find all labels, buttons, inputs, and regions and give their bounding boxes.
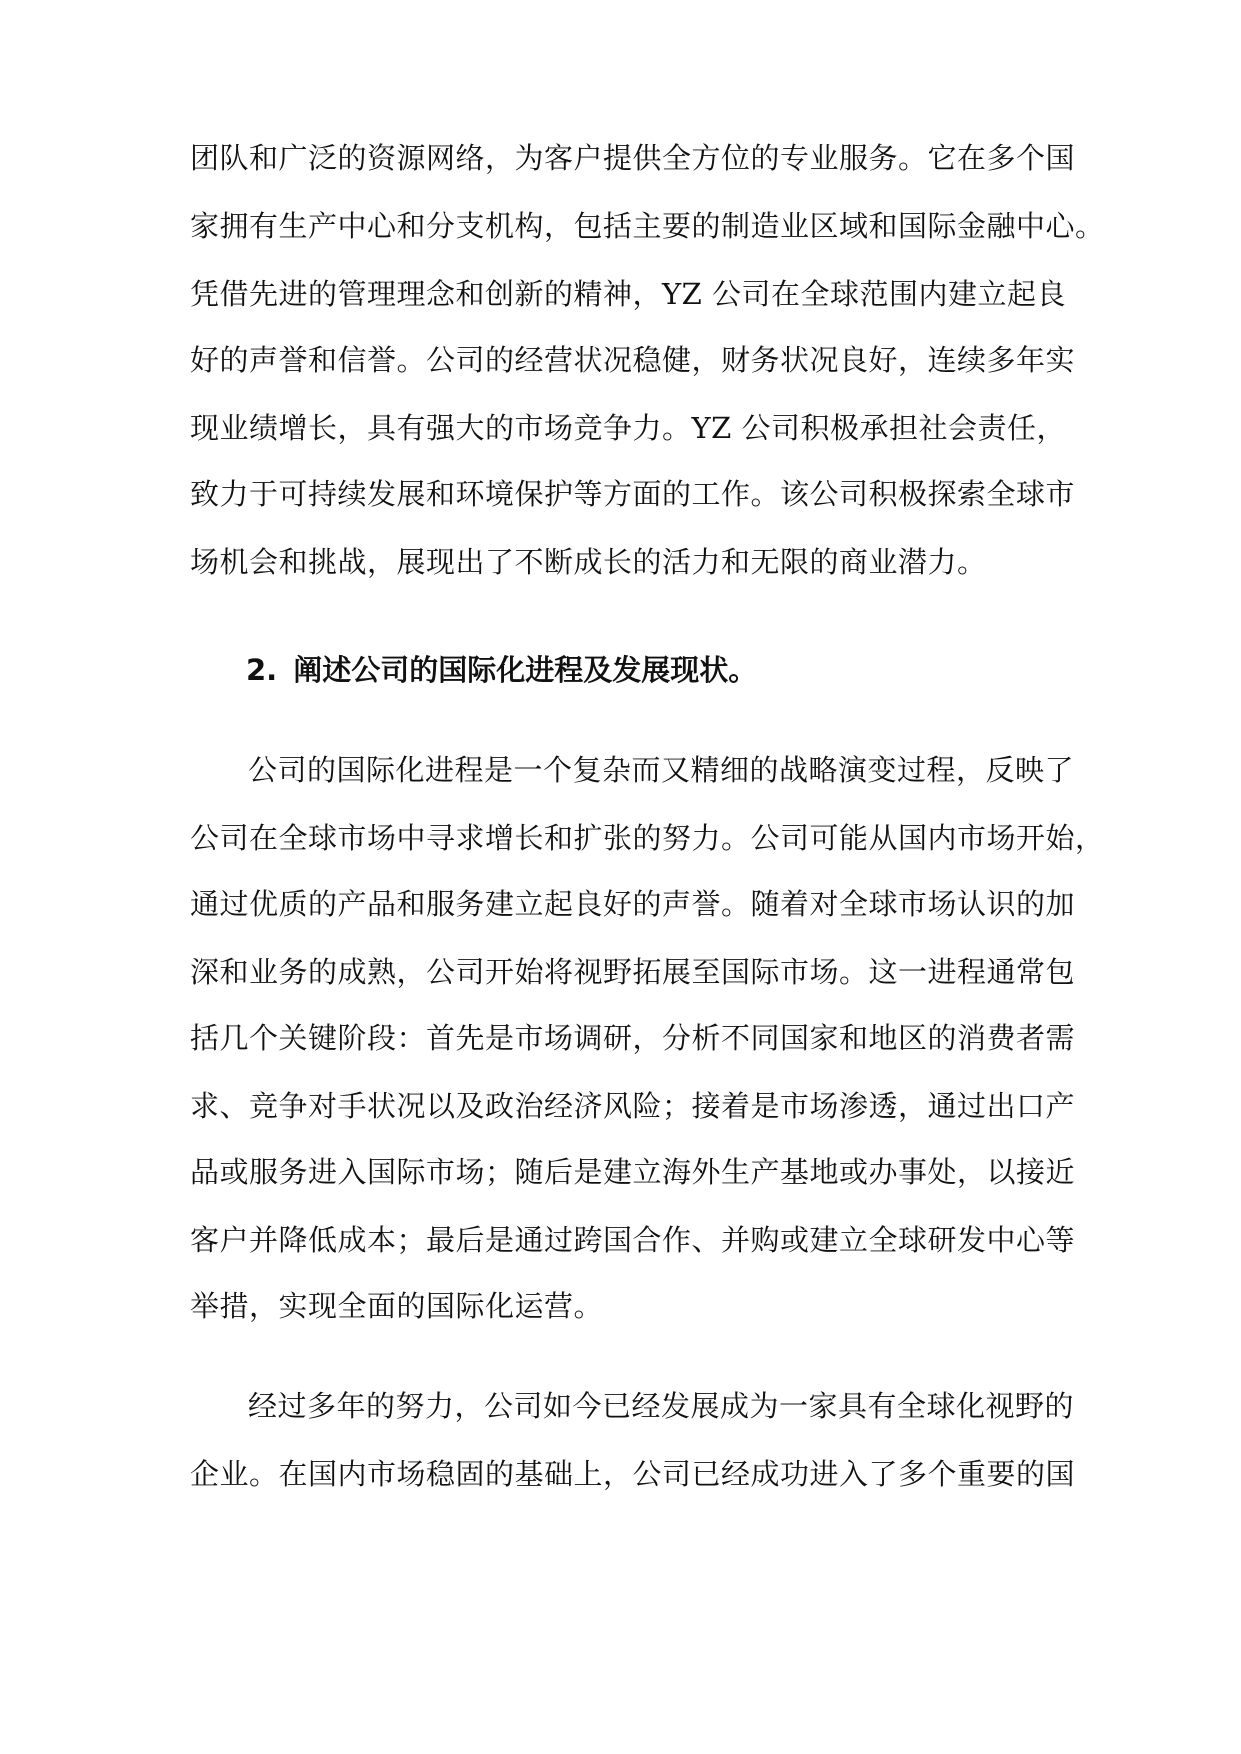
paragraph-line: 客户并降低成本；最后是通过跨国合作、并购或建立全球研发中心等 [190, 1223, 1076, 1257]
paragraph-line: 公司在全球市场中寻求增长和扩张的努力。公司可能从国内市场开始， [190, 821, 1105, 855]
paragraph-line: 场机会和挑战，展现出了不断成长的活力和无限的商业潜力。 [190, 545, 987, 579]
paragraph-line: 好的声誉和信誉。公司的经营状况稳健，财务状况良好，连续多年实 [190, 343, 1076, 377]
paragraph-line: 凭借先进的管理理念和创新的精神，YZ 公司在全球范围内建立起良 [190, 277, 1067, 311]
paragraph-line: 经过多年的努力，公司如今已经发展成为一家具有全球化视野的 [248, 1389, 1075, 1423]
paragraph-line: 举措，实现全面的国际化运营。 [190, 1289, 604, 1323]
paragraph-line: 求、竞争对手状况以及政治经济风险；接着是市场渗透，通过出口产 [190, 1089, 1076, 1123]
paragraph-line: 公司的国际化进程是一个复杂而又精细的战略演变过程，反映了 [248, 753, 1075, 787]
paragraph-line: 家拥有生产中心和分支机构，包括主要的制造业区域和国际金融中心。 [190, 209, 1105, 243]
paragraph-line: 现业绩增长，具有强大的市场竞争力。YZ 公司积极承担社会责任， [190, 411, 1067, 445]
paragraph-line: 企业。在国内市场稳固的基础上，公司已经成功进入了多个重要的国 [190, 1457, 1076, 1491]
section-number: 2. [246, 653, 278, 687]
section-heading [246, 652, 1066, 688]
paragraph-line: 品或服务进入国际市场；随后是建立海外生产基地或办事处，以接近 [190, 1155, 1076, 1189]
paragraph-line: 深和业务的成熟，公司开始将视野拓展至国际市场。这一进程通常包 [190, 955, 1076, 989]
paragraph-line: 致力于可持续发展和环境保护等方面的工作。该公司积极探索全球市 [190, 477, 1076, 511]
paragraph-line: 括几个关键阶段：首先是市场调研，分析不同国家和地区的消费者需 [190, 1021, 1076, 1055]
paragraph-line: 团队和广泛的资源网络，为客户提供全方位的专业服务。它在多个国 [190, 141, 1076, 175]
paragraph-line: 通过优质的产品和服务建立起良好的声誉。随着对全球市场认识的加 [190, 887, 1076, 921]
section-title: 阐述公司的国际化进程及发展现状。 [293, 653, 758, 687]
